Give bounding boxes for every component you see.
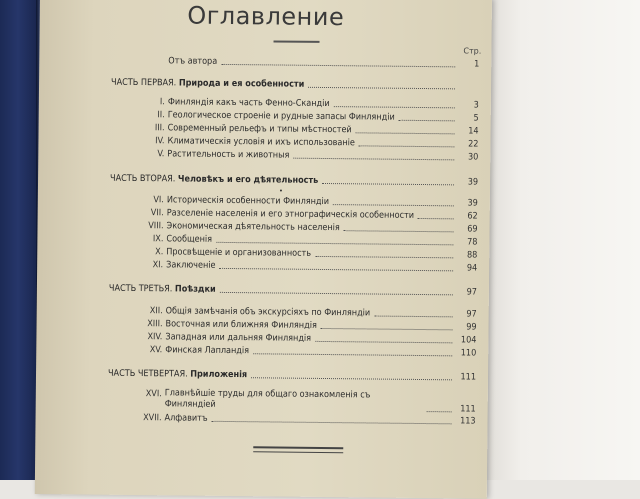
dot-leader [427,410,452,412]
chapter-title: Историческія особенности Финляндіи [167,194,329,208]
chapter-number: V. [138,148,167,160]
chapter-number: I. [139,96,168,108]
chapter-title: Растительность и животныя [167,148,289,161]
toc-chapter-row [137,259,477,275]
toc-chapter-row [136,344,476,360]
book-cover-spine [0,0,40,480]
chapter-title: Общія замѣчанія объ экскурсіяхъ по Финляндіи [166,305,371,319]
chapter-title: Разселеніе населенія и его этнографическія особенности [167,207,414,222]
toc-part-row [109,283,477,299]
dot-leader [251,376,452,380]
dot-leader [321,327,453,330]
table-of-contents [139,55,479,59]
chapter-title: Финляндія какъ часть Фенно-Скандіи [168,96,330,110]
chapter-page: 14 [459,125,479,137]
chapter-title: Геологическое строеніе и рудные запасы Финляндіи [168,109,395,123]
dot-leader [219,267,453,271]
toc-part-name: Человѣкъ и его дѣятельность [178,173,318,186]
dot-leader [315,340,452,343]
dot-leader [322,182,454,185]
chapter-title: Финская Лапландія [165,344,249,357]
toc-part-row [110,173,478,189]
toc-chapter-row [136,412,476,428]
chapter-number: II. [139,109,168,121]
chapter-number: XII. [137,305,166,317]
chapter-number: IX. [137,233,166,245]
chapter-title: Главнѣйшіе труды для общаго ознакомленія съ Финляндіей [165,388,423,413]
background-surface [470,0,640,480]
toc-chapter-row [138,148,478,164]
toc-part-row [111,77,479,93]
chapter-number: XVI. [136,388,165,400]
chapter-page: 113 [455,415,475,427]
chapter-page: 78 [457,236,477,248]
dot-leader [216,241,453,245]
toc-part-name: Приложенія [190,369,247,382]
dot-leader [293,157,454,161]
book-page [35,0,492,499]
chapter-number: XIII. [136,318,165,330]
chapter-page: 88 [457,249,477,261]
page-column-label: Стр. [463,46,481,55]
toc-part-label: ЧАСТЬ ТРЕТЬЯ. [109,283,173,296]
closing-rule [253,446,343,449]
chapter-number: IV. [138,135,167,147]
chapter-number: VIII. [138,220,167,232]
chapter-page: 99 [456,321,476,333]
chapter-title: Просвѣщеніе и организованность [166,246,311,260]
chapter-number: III. [139,122,168,134]
dot-leader [220,291,453,295]
chapter-page: 62 [458,210,478,222]
chapter-title: Восточная или ближняя Финляндія [165,318,316,332]
dot-leader [253,352,452,356]
chapter-page: 69 [457,223,477,235]
chapter-page: 94 [457,262,477,274]
chapter-page: 97 [457,308,477,320]
decorative-dot [280,190,282,192]
dot-leader [344,229,454,232]
chapter-number: XV. [136,344,165,356]
toc-part-row [108,368,476,384]
dot-leader [418,217,454,219]
dot-leader [315,255,453,258]
toc-part-label: ЧАСТЬ ЧЕТВЕРТАЯ. [108,368,188,381]
toc-part-name: Природа и ея особенности [179,77,305,90]
dot-leader [334,105,455,108]
chapter-page: 110 [456,347,476,359]
toc-part-name: Поѣздки [175,283,216,295]
toc-part-page: 111 [456,371,476,383]
chapter-title: Западная или дальняя Финляндія [165,331,311,345]
chapter-number: XI. [137,259,166,271]
chapter-title: Климатическія условія и ихъ использованіе [167,135,355,149]
chapter-page: 22 [458,138,478,150]
dot-leader [374,315,452,318]
chapter-page: 5 [459,112,479,124]
dot-leader [356,131,455,134]
toc-intro-row [139,55,479,71]
chapter-page: 3 [459,99,479,111]
toc-part-page: 39 [458,176,478,188]
chapter-page: 30 [458,151,478,163]
toc-chapter-row [136,388,476,416]
chapter-page: 111 [456,403,476,415]
toc-part-label: ЧАСТЬ ВТОРАЯ. [110,173,175,186]
chapter-title: Сообщенія [166,233,212,245]
chapter-page: 39 [458,197,478,209]
closing-rule-thin [253,451,343,453]
title-underline [274,40,320,42]
toc-intro-page: 1 [459,58,479,70]
chapter-number: VI. [138,194,167,206]
page-title: Оглавление [40,0,492,33]
chapter-title: Алфавитъ [165,412,208,424]
chapter-title: Экономическая дѣятельность населенія [167,220,340,234]
dot-leader [359,144,455,147]
chapter-number: VII. [138,207,167,219]
chapter-number: XVII. [136,412,165,424]
dot-leader [212,420,452,425]
chapter-number: X. [137,246,166,258]
chapter-page: 104 [456,334,476,346]
toc-part-label: ЧАСТЬ ПЕРВАЯ. [111,77,176,90]
dot-leader [308,86,455,90]
dot-leader [333,203,454,206]
chapter-title: Заключеніе [166,259,215,272]
toc-intro-text: Отъ автора [168,55,217,68]
chapter-title: Современный рельефъ и типы мѣстностей [168,122,352,136]
toc-part-page: 97 [457,286,477,298]
dot-leader [221,63,455,67]
chapter-number: XIV. [136,331,165,343]
dot-leader [399,119,455,122]
